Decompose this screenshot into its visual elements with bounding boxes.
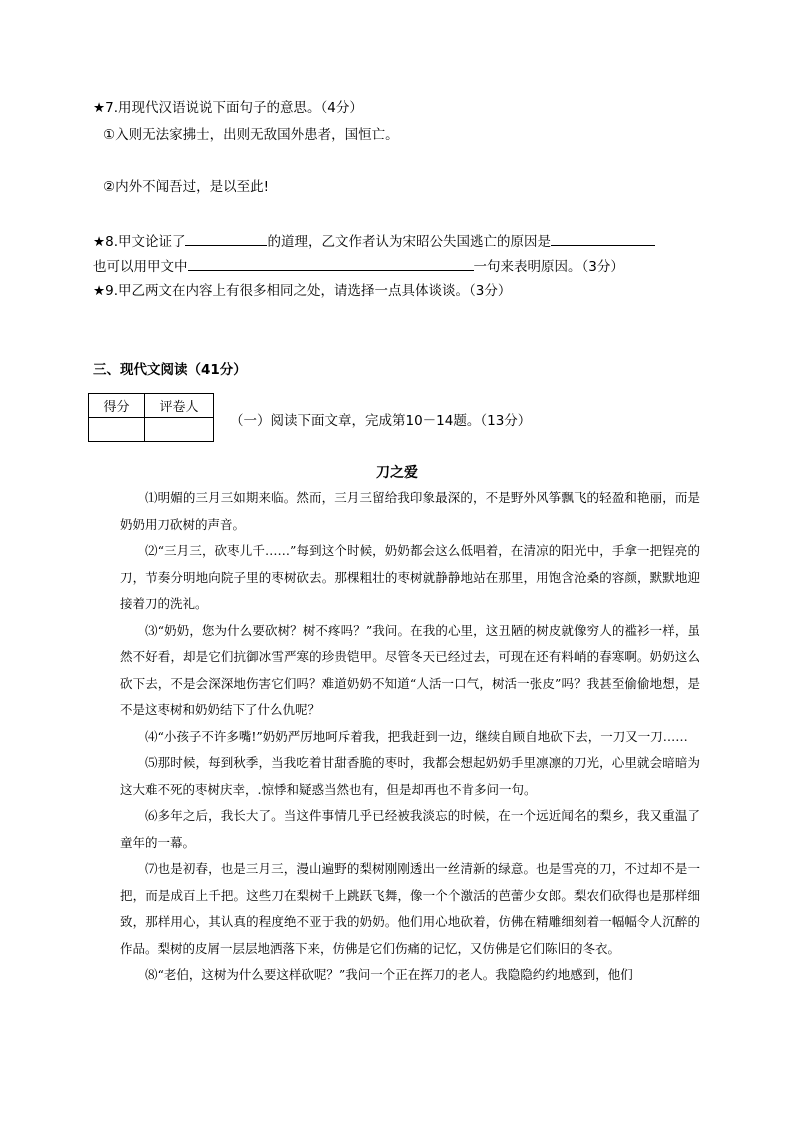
- answer-blank-2[interactable]: [551, 231, 655, 246]
- grader-header: 评卷人: [145, 394, 214, 418]
- question-8-text-b: 的道理，乙文作者认为宋昭公失国逃亡的原因是: [267, 234, 551, 250]
- question-8-line-1: [93, 231, 655, 251]
- question-9: ★9.甲乙两文在内容上有很多相同之处，请选择一点具体谈谈。（3分）: [93, 283, 512, 299]
- grader-cell[interactable]: [145, 418, 214, 442]
- question-8-text-c: 也可以用甲文中: [93, 259, 188, 275]
- answer-blank-3[interactable]: [188, 256, 474, 271]
- question-7-sentence-2: ②内外不闻吾过，是以至此!: [103, 179, 270, 195]
- question-7: ★7.用现代汉语说说下面句子的意思。（4分）: [93, 100, 363, 116]
- paragraph-1: ⑴明媚的三月三如期来临。然而，三月三留给我印象最深的，不是野外风筝飘飞的轻盈和艳丽，而是奶奶用刀砍树的声音。: [120, 490, 700, 532]
- paragraph-2: ⑵“三月三，砍枣儿千……”每到这个时候，奶奶都会这么低唱着，在清凉的阳光中，手拿一把锃亮的刀，节奏分明地向院子里的枣树砍去。那棵粗壮的枣树就静静地站在那里，用饱含沧桑的容颜，默默地迎接着刀的洗礼。: [120, 543, 700, 611]
- question-7-sentence-1: ①入则无法家拂士，出则无敌国外患者，国恒亡。: [103, 127, 399, 143]
- paragraph-4: ⑷“小孩子不许多嘴!”奶奶严厉地呵斥着我，把我赶到一边，继续自顾自地砍下去，一刀又一刀……: [145, 728, 688, 744]
- question-8-text-a: ★8.甲文论证了: [93, 234, 186, 250]
- question-8-text-d: 一句来表明原因。（3分）: [473, 259, 624, 275]
- article-body: [120, 485, 700, 989]
- question-8-line-2: [93, 256, 624, 276]
- section-heading: 三、现代文阅读（41分）: [93, 362, 247, 378]
- paragraph-5: ⑸那时候，每到秋季，当我吃着甘甜香脆的枣时，我都会想起奶奶手里凛凛的刀光，心里就会暗暗为这大难不死的枣树庆幸，.惊悸和疑惑当然也有，但是却再也不肯多问一句。: [120, 755, 700, 797]
- reading-instruction: （一）阅读下面文章，完成第10－14题。（13分）: [230, 413, 532, 429]
- score-table: [88, 393, 214, 442]
- paragraph-7: ⑺也是初春，也是三月三，漫山遍野的梨树刚刚透出一丝清新的绿意。也是雪亮的刀，不过却不是一把，而是成百上千把。这些刀在梨树千上跳跃飞舞，像一个个激活的芭蕾少女郎。梨农们砍得也是那样细致，那样用心，其认真的程度绝不亚于我的奶奶。他们用心地砍着，仿佛在精雕细刻着一幅幅令人沉醉的作品。梨树的皮屑一层层地洒落下来，仿佛是它们伤痛的记忆，又仿佛是它们陈旧的冬衣。: [120, 861, 700, 956]
- score-header: 得分: [89, 394, 145, 418]
- article-title: 刀之爱: [376, 465, 418, 481]
- paragraph-3: ⑶“奶奶，您为什么要砍树？树不疼吗？”我问。在我的心里，这丑陋的树皮就像穷人的褴衫一样，虽然不好看，却是它们抗御冰雪严寒的珍贵铠甲。尽管冬天已经过去，可现在还有料峭的春寒啊。奶奶这么砍下去，不是会深深地伤害它们吗？难道奶奶不知道“人活一口气，树活一张皮”吗？我甚至偷偷地想，是不是这枣树和奶奶结下了什么仇呢？: [120, 622, 700, 717]
- answer-blank-1[interactable]: [185, 231, 267, 246]
- score-cell[interactable]: [89, 418, 145, 442]
- paragraph-8: ⑻“老伯，这树为什么要这样砍呢？”我问一个正在挥刀的老人。我隐隐约约地感到，他们: [145, 967, 633, 982]
- paragraph-6: ⑹多年之后，我长大了。当这件事情几乎已经被我淡忘的时候，在一个远近闻名的梨乡，我又重温了童年的一幕。: [120, 808, 700, 850]
